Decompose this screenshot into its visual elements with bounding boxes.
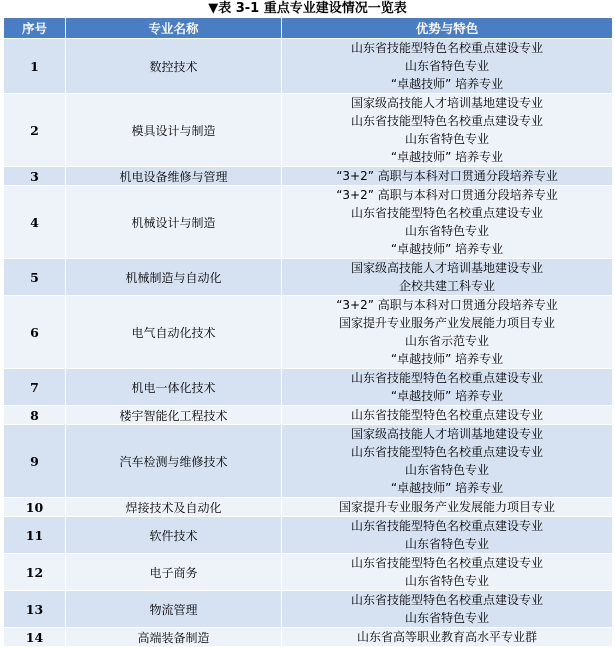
feature-line: “卓越技师” 培养专业 (390, 242, 504, 256)
major-features (282, 186, 613, 259)
feature-line: 企校共建工科专业 (398, 279, 495, 293)
feature-line: 山东省特色专业 (404, 59, 489, 73)
feature-line: “3+2” 高职与本科对口贯通分段培养专业 (336, 169, 558, 183)
feature-line: 山东省特色专业 (404, 132, 489, 146)
table-row (4, 94, 613, 167)
major-name: 机械设计与制造 (66, 186, 282, 259)
feature-line: “卓越技师” 培养专业 (390, 77, 504, 91)
feature-line: “卓越技师” 培养专业 (390, 481, 504, 495)
feature-line: 山东省技能型特色名校重点建设专业 (350, 556, 543, 570)
table-body (4, 39, 613, 647)
feature-line: 国家提升专业服务产业发展能力项目专业 (338, 316, 555, 330)
major-name: 机械制造与自动化 (66, 259, 282, 296)
table-row (4, 498, 613, 517)
major-name: 楼宇智能化工程技术 (66, 406, 282, 425)
feature-line: 国家级高技能人才培训基地建设专业 (350, 261, 543, 275)
major-features (282, 517, 613, 554)
feature-line: 山东省技能型特色名校重点建设专业 (350, 41, 543, 55)
table-row (4, 259, 613, 296)
feature-line: 山东省技能型特色名校重点建设专业 (350, 593, 543, 607)
table-row (4, 628, 613, 647)
major-features (282, 406, 613, 425)
row-number: 1 (4, 39, 66, 94)
feature-line: 山东省技能型特色名校重点建设专业 (350, 114, 543, 128)
major-features (282, 369, 613, 406)
major-name: 汽车检测与维修技术 (66, 425, 282, 498)
feature-line: 山东省技能型特色名校重点建设专业 (350, 206, 543, 220)
major-name: 软件技术 (66, 517, 282, 554)
major-features (282, 259, 613, 296)
table-row (4, 186, 613, 259)
feature-line: 山东省特色专业 (404, 574, 489, 588)
feature-line: 山东省技能型特色名校重点建设专业 (350, 371, 543, 385)
major-name: 电气自动化技术 (66, 296, 282, 369)
table-row (4, 39, 613, 94)
table-row (4, 425, 613, 498)
row-number: 7 (4, 369, 66, 406)
key-majors-table (3, 17, 613, 647)
table-title: ▼表 3-1 重点专业建设情况一览表 (208, 1, 407, 16)
feature-line: “3+2” 高职与本科对口贯通分段培养专业 (336, 188, 558, 202)
row-number: 14 (4, 628, 66, 647)
feature-line: “卓越技师” 培养专业 (390, 352, 504, 366)
table-row (4, 517, 613, 554)
major-features (282, 554, 613, 591)
feature-line: 山东省特色专业 (404, 611, 489, 625)
major-name: 高端装备制造 (66, 628, 282, 647)
table-row (4, 591, 613, 628)
feature-line: 山东省高等职业教育高水平专业群 (356, 630, 537, 644)
major-features (282, 39, 613, 94)
feature-line: 国家级高技能人才培训基地建设专业 (350, 427, 543, 441)
feature-line: “3+2” 高职与本科对口贯通分段培养专业 (336, 298, 558, 312)
feature-line: “卓越技师” 培养专业 (390, 389, 504, 403)
row-number: 4 (4, 186, 66, 259)
feature-line: 山东省技能型特色名校重点建设专业 (350, 519, 543, 533)
major-name: 物流管理 (66, 591, 282, 628)
header-name: 专业名称 (66, 18, 282, 39)
row-number: 10 (4, 498, 66, 517)
table-row (4, 296, 613, 369)
row-number: 5 (4, 259, 66, 296)
row-number: 9 (4, 425, 66, 498)
row-number: 3 (4, 167, 66, 186)
major-features (282, 425, 613, 498)
feature-line: 国家提升专业服务产业发展能力项目专业 (338, 500, 555, 514)
row-number: 11 (4, 517, 66, 554)
feature-line: “卓越技师” 培养专业 (390, 150, 504, 164)
feature-line: 国家级高技能人才培训基地建设专业 (350, 96, 543, 110)
feature-line: 山东省技能型特色名校重点建设专业 (350, 408, 543, 422)
table-row (4, 406, 613, 425)
row-number: 6 (4, 296, 66, 369)
header-num: 序号 (4, 18, 66, 39)
major-name: 机电一体化技术 (66, 369, 282, 406)
header-row (4, 18, 613, 39)
major-features (282, 94, 613, 167)
major-features (282, 167, 613, 186)
feature-line: 山东省特色专业 (404, 224, 489, 238)
feature-line: 山东省特色专业 (404, 537, 489, 551)
feature-line: 山东省示范专业 (404, 334, 489, 348)
major-name: 模具设计与制造 (66, 94, 282, 167)
table-row (4, 167, 613, 186)
header-features: 优势与特色 (282, 18, 613, 39)
major-features (282, 296, 613, 369)
row-number: 8 (4, 406, 66, 425)
row-number: 13 (4, 591, 66, 628)
table-row (4, 554, 613, 591)
major-features (282, 628, 613, 647)
major-features (282, 591, 613, 628)
feature-line: 山东省技能型特色名校重点建设专业 (350, 445, 543, 459)
major-name: 电子商务 (66, 554, 282, 591)
major-name: 数控技术 (66, 39, 282, 94)
table-row (4, 369, 613, 406)
row-number: 2 (4, 94, 66, 167)
major-name: 焊接技术及自动化 (66, 498, 282, 517)
major-name: 机电设备维修与管理 (66, 167, 282, 186)
row-number: 12 (4, 554, 66, 591)
feature-line: 山东省特色专业 (404, 463, 489, 477)
major-features (282, 498, 613, 517)
